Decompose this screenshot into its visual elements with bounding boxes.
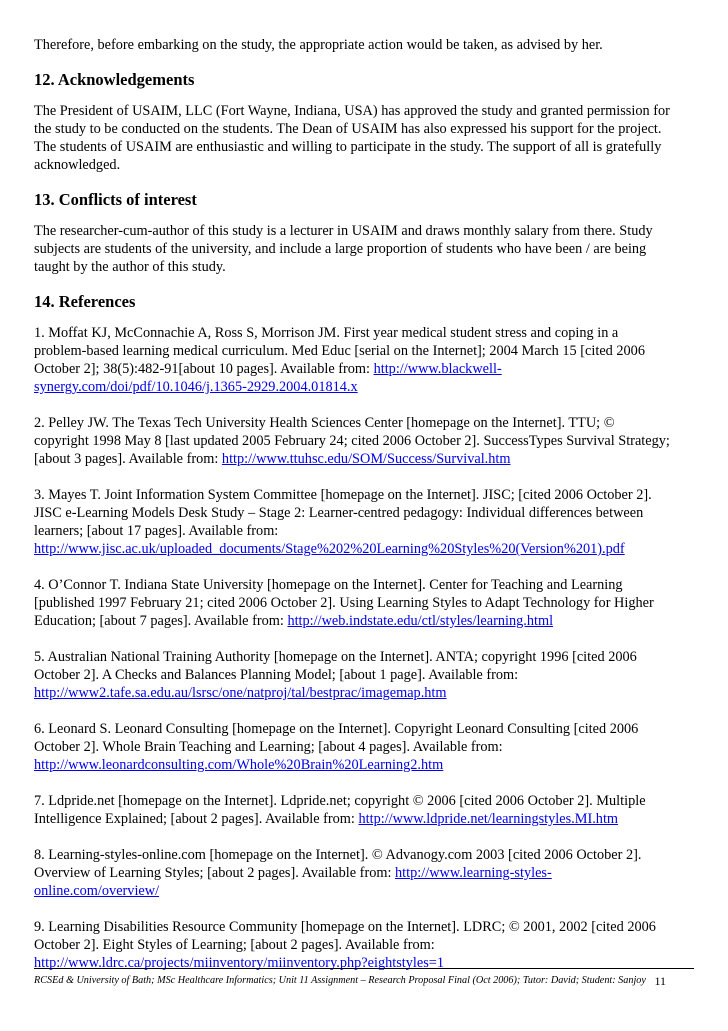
heading-conflicts-of-interest: 13. Conflicts of interest <box>34 190 197 209</box>
reference-link[interactable]: http://www.ttuhsc.edu/SOM/Success/Survival.htm <box>221 451 511 467</box>
text-line: 2. Pelley JW. The Texas Tech University Health Sciences Center [homepage on the Internet]. TTU; © <box>34 415 615 431</box>
text-line: problem-based learning medical curriculum. Med Educ [serial on the Internet]; 2004 March 15 [cited 2006 <box>34 343 645 359</box>
reference-link-continued[interactable]: online.com/overview/ <box>34 883 160 899</box>
document-page <box>34 36 694 972</box>
text-line: subjects are students of the university, and include a large proportion of students who have been / are being <box>34 241 647 257</box>
reference-link[interactable]: http://www.blackwell- <box>373 361 502 377</box>
reference-5 <box>34 648 694 702</box>
reference-link[interactable]: http://www2.tafe.sa.edu.au/lsrsc/one/natproj/tal/bestprac/imagemap.htm <box>34 685 447 701</box>
reference-2 <box>34 414 694 468</box>
reference-link[interactable]: http://www.jisc.ac.uk/uploaded_documents/Stage%202%20Learning%20Styles%20(Version%201).pdf <box>34 541 625 557</box>
text-line: [published 1997 February 21; cited 2006 October 2]. Using Learning Styles to Adapt Technology for Higher <box>34 595 654 611</box>
reference-link[interactable]: http://www.learning-styles- <box>395 865 552 881</box>
reference-1 <box>34 324 694 396</box>
text-line: learners; [about 17 pages]. Available from: <box>34 523 279 539</box>
reference-4 <box>34 576 694 630</box>
reference-link[interactable]: http://web.indstate.edu/ctl/styles/learning.html <box>287 613 554 629</box>
text-line: Education; [about 7 pages]. Available from: <box>34 613 288 629</box>
text-line: 6. Leonard S. Leonard Consulting [homepage on the Internet]. Copyright Leonard Consulting [cited 2006 <box>34 721 639 737</box>
text-line: October 2]. A Checks and Balances Planning Model; [about 1 page]. Available from: <box>34 667 519 683</box>
text-line: 3. Mayes T. Joint Information System Committee [homepage on the Internet]. JISC; [cited 2006 October 2]. <box>34 487 652 503</box>
footer-divider <box>34 968 694 969</box>
text-line: 1. Moffat KJ, McConnachie A, Ross S, Morrison JM. First year medical student stress and coping in a <box>34 325 619 341</box>
text-line: 7. Ldpride.net [homepage on the Internet]. Ldpride.net; copyright © 2006 [cited 2006 October 2]. Multiple <box>34 793 646 809</box>
reference-link-continued[interactable]: synergy.com/doi/pdf/10.1046/j.1365-2929.2004.01814.x <box>34 379 358 395</box>
text-line: Intelligence Explained; [about 2 pages]. Available from: <box>34 811 359 827</box>
heading-acknowledgements: 12. Acknowledgements <box>34 70 195 89</box>
page-number: 11 <box>654 974 666 988</box>
text-line: The researcher-cum-author of this study is a lecturer in USAIM and draws monthly salary from there. Study <box>34 223 653 239</box>
reference-8 <box>34 846 694 900</box>
intro-line: Therefore, before embarking on the study, the appropriate action would be taken, as advised by her. <box>34 37 603 53</box>
text-line: 4. O’Connor T. Indiana State University [homepage on the Internet]. Center for Teaching and Learning <box>34 577 623 593</box>
text-line: October 2]. Eight Styles of Learning; [about 2 pages]. Available from: <box>34 937 435 953</box>
conflicts-paragraph <box>34 222 694 276</box>
text-line: acknowledged. <box>34 157 121 173</box>
page-footer <box>34 974 694 988</box>
text-line: 8. Learning-styles-online.com [homepage on the Internet]. © Advanogy.com 2003 [cited 2006 October 2]. <box>34 847 642 863</box>
text-line: the study to be conducted on the students. The Dean of USAIM has also expressed his support for the project. <box>34 121 662 137</box>
text-line: October 2]; 38(5):482-91[about 10 pages]. Available from: <box>34 361 374 377</box>
reference-7 <box>34 792 694 828</box>
text-line: The President of USAIM, LLC (Fort Wayne, Indiana, USA) has approved the study and granted permission for <box>34 103 670 119</box>
reference-link[interactable]: http://www.ldrc.ca/projects/miinventory/miinventory.php?eightstyles=1 <box>34 955 445 971</box>
footer-text: RCSEd & University of Bath; MSc Healthcare Informatics; Unit 11 Assignment – Research Proposal Final (Oct 2006); Tutor: David; Student: Sanjoy <box>34 975 646 986</box>
text-line: taught by the author of this study. <box>34 259 226 275</box>
text-line: The students of USAIM are enthusiastic and willing to participate in the study. The support of all is gratefully <box>34 139 662 155</box>
text-line: October 2]. Whole Brain Teaching and Learning; [about 4 pages]. Available from: <box>34 739 503 755</box>
text-line: 9. Learning Disabilities Resource Community [homepage on the Internet]. LDRC; © 2001, 2002 [cited 2006 <box>34 919 656 935</box>
text-line: [about 3 pages]. Available from: <box>34 451 222 467</box>
reference-link[interactable]: http://www.ldpride.net/learningstyles.MI.htm <box>358 811 619 827</box>
acknowledgements-paragraph <box>34 102 694 174</box>
reference-link[interactable]: http://www.leonardconsulting.com/Whole%20Brain%20Learning2.htm <box>34 757 444 773</box>
text-line: JISC e-Learning Models Desk Study – Stage 2: Learner-centred pedagogy: Individual differences between <box>34 505 644 521</box>
text-line: 5. Australian National Training Authority [homepage on the Internet]. ANTA; copyright 1996 [cited 2006 <box>34 649 637 665</box>
reference-3 <box>34 486 694 558</box>
reference-6 <box>34 720 694 774</box>
heading-references: 14. References <box>34 292 136 311</box>
text-line: copyright 1998 May 8 [last updated 2005 February 24; cited 2006 October 2]. SuccessTypes Survival Strategy; <box>34 433 670 449</box>
reference-9 <box>34 918 694 972</box>
text-line: Overview of Learning Styles; [about 2 pages]. Available from: <box>34 865 396 881</box>
